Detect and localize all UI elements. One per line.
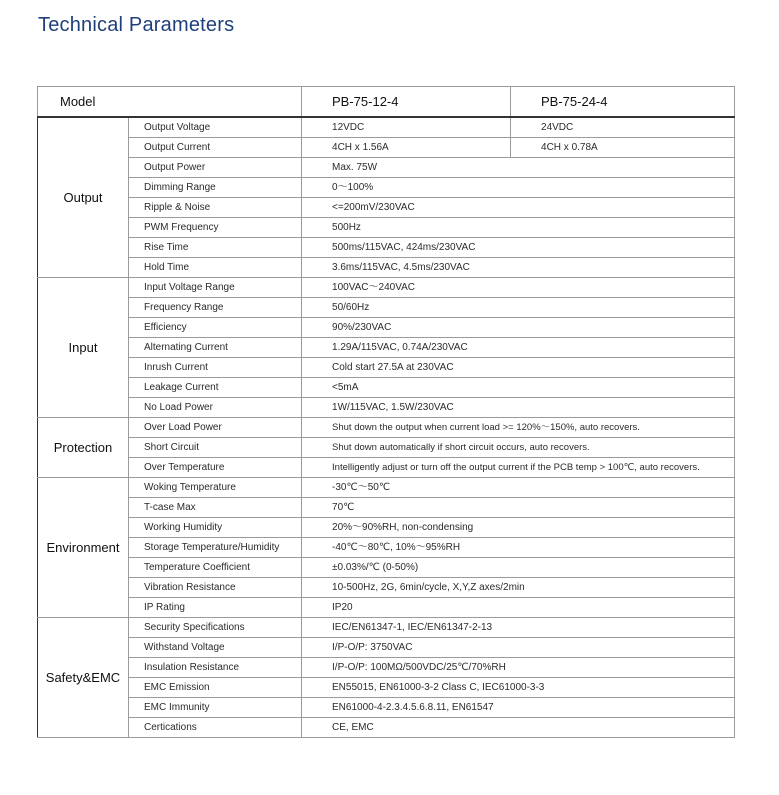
table-row xyxy=(38,718,735,738)
param-value: EN61000-4-2.3.4.5.6.8.11, EN61547 xyxy=(302,698,735,718)
header-model-b: PB-75-24-4 xyxy=(511,87,735,118)
technical-parameters-table xyxy=(37,86,735,738)
param-label: EMC Immunity xyxy=(129,698,302,718)
table-row xyxy=(38,258,735,278)
param-value: -30℃～50℃ xyxy=(302,478,735,498)
param-label: Woking Temperature xyxy=(129,478,302,498)
table-row xyxy=(38,438,735,458)
table-row xyxy=(38,338,735,358)
table-row xyxy=(38,398,735,418)
param-label: Output Voltage xyxy=(129,117,302,138)
param-label: Dimming Range xyxy=(129,178,302,198)
param-label: No Load Power xyxy=(129,398,302,418)
param-label: Withstand Voltage xyxy=(129,638,302,658)
param-value: Cold start 27.5A at 230VAC xyxy=(302,358,735,378)
param-value: -40℃～80℃, 10%～95%RH xyxy=(302,538,735,558)
table-header-row xyxy=(38,87,735,118)
param-label: Short Circuit xyxy=(129,438,302,458)
param-value: 90%/230VAC xyxy=(302,318,735,338)
table-row xyxy=(38,498,735,518)
table-row xyxy=(38,698,735,718)
table-row xyxy=(38,218,735,238)
param-value-b: 4CH x 0.78A xyxy=(511,138,735,158)
param-label: T-case Max xyxy=(129,498,302,518)
param-label: Over Temperature xyxy=(129,458,302,478)
param-value: <5mA xyxy=(302,378,735,398)
table-row xyxy=(38,478,735,498)
param-value: 0～100% xyxy=(302,178,735,198)
table-row xyxy=(38,598,735,618)
param-label: Hold Time xyxy=(129,258,302,278)
table-row xyxy=(38,618,735,638)
table-row xyxy=(38,178,735,198)
param-label: Temperature Coefficient xyxy=(129,558,302,578)
section-input: Input xyxy=(38,278,129,418)
param-value: 100VAC～240VAC xyxy=(302,278,735,298)
param-value: ±0.03%/℃ (0-50%) xyxy=(302,558,735,578)
section-protection: Protection xyxy=(38,418,129,478)
param-label: Vibration Resistance xyxy=(129,578,302,598)
table-row xyxy=(38,678,735,698)
param-value: Shut down the output when current load >= 120%～150%, auto recovers. xyxy=(302,418,735,438)
param-value-a: 4CH x 1.56A xyxy=(302,138,511,158)
page-title: Technical Parameters xyxy=(38,14,235,36)
param-value: I/P-O/P: 3750VAC xyxy=(302,638,735,658)
table-row xyxy=(38,158,735,178)
param-label: Leakage Current xyxy=(129,378,302,398)
param-value: 3.6ms/115VAC, 4.5ms/230VAC xyxy=(302,258,735,278)
param-value: I/P-O/P: 100MΩ/500VDC/25℃/70%RH xyxy=(302,658,735,678)
param-value: 20%～90%RH, non-condensing xyxy=(302,518,735,538)
table-row xyxy=(38,538,735,558)
table-row xyxy=(38,318,735,338)
param-value: IP20 xyxy=(302,598,735,618)
param-label: EMC Emission xyxy=(129,678,302,698)
param-label: Certications xyxy=(129,718,302,738)
table-row xyxy=(38,658,735,678)
table-row xyxy=(38,198,735,218)
param-label: IP Rating xyxy=(129,598,302,618)
param-label: Frequency Range xyxy=(129,298,302,318)
param-value: Intelligently adjust or turn off the output current if the PCB temp > 100℃, auto recovers. xyxy=(302,458,735,478)
param-label: Output Power xyxy=(129,158,302,178)
table-row xyxy=(38,578,735,598)
param-value: Shut down automatically if short circuit occurs, auto recovers. xyxy=(302,438,735,458)
param-value-a: 12VDC xyxy=(302,117,511,138)
table-row xyxy=(38,418,735,438)
param-value: Max. 75W xyxy=(302,158,735,178)
table-row xyxy=(38,558,735,578)
header-model: Model xyxy=(38,87,302,118)
param-label: Alternating Current xyxy=(129,338,302,358)
section-safety-emc: Safety&EMC xyxy=(38,618,129,738)
param-value: 10-500Hz, 2G, 6min/cycle, X,Y,Z axes/2min xyxy=(302,578,735,598)
param-value: EN55015, EN61000-3-2 Class C, IEC61000-3-3 xyxy=(302,678,735,698)
param-label: Input Voltage Range xyxy=(129,278,302,298)
param-value: 1.29A/115VAC, 0.74A/230VAC xyxy=(302,338,735,358)
param-value: IEC/EN61347-1, IEC/EN61347-2-13 xyxy=(302,618,735,638)
param-label: Rise Time xyxy=(129,238,302,258)
section-environment: Environment xyxy=(38,478,129,618)
param-label: Security Specifications xyxy=(129,618,302,638)
table-row xyxy=(38,378,735,398)
table-row xyxy=(38,458,735,478)
param-value: 1W/115VAC, 1.5W/230VAC xyxy=(302,398,735,418)
table-row xyxy=(38,358,735,378)
table-row xyxy=(38,638,735,658)
table-row xyxy=(38,238,735,258)
param-label: Storage Temperature/Humidity xyxy=(129,538,302,558)
param-label: Working Humidity xyxy=(129,518,302,538)
table-row xyxy=(38,518,735,538)
param-value: CE, EMC xyxy=(302,718,735,738)
header-model-a: PB-75-12-4 xyxy=(302,87,511,118)
table-row xyxy=(38,278,735,298)
param-label: Over Load Power xyxy=(129,418,302,438)
param-value: 500Hz xyxy=(302,218,735,238)
section-output: Output xyxy=(38,117,129,278)
param-value: 500ms/115VAC, 424ms/230VAC xyxy=(302,238,735,258)
param-label: Ripple & Noise xyxy=(129,198,302,218)
param-value-b: 24VDC xyxy=(511,117,735,138)
param-value: <=200mV/230VAC xyxy=(302,198,735,218)
table-row xyxy=(38,117,735,138)
param-label: Inrush Current xyxy=(129,358,302,378)
table-row xyxy=(38,138,735,158)
param-value: 70℃ xyxy=(302,498,735,518)
table-row xyxy=(38,298,735,318)
param-label: Efficiency xyxy=(129,318,302,338)
param-value: 50/60Hz xyxy=(302,298,735,318)
param-label: PWM Frequency xyxy=(129,218,302,238)
param-label: Insulation Resistance xyxy=(129,658,302,678)
param-label: Output Current xyxy=(129,138,302,158)
